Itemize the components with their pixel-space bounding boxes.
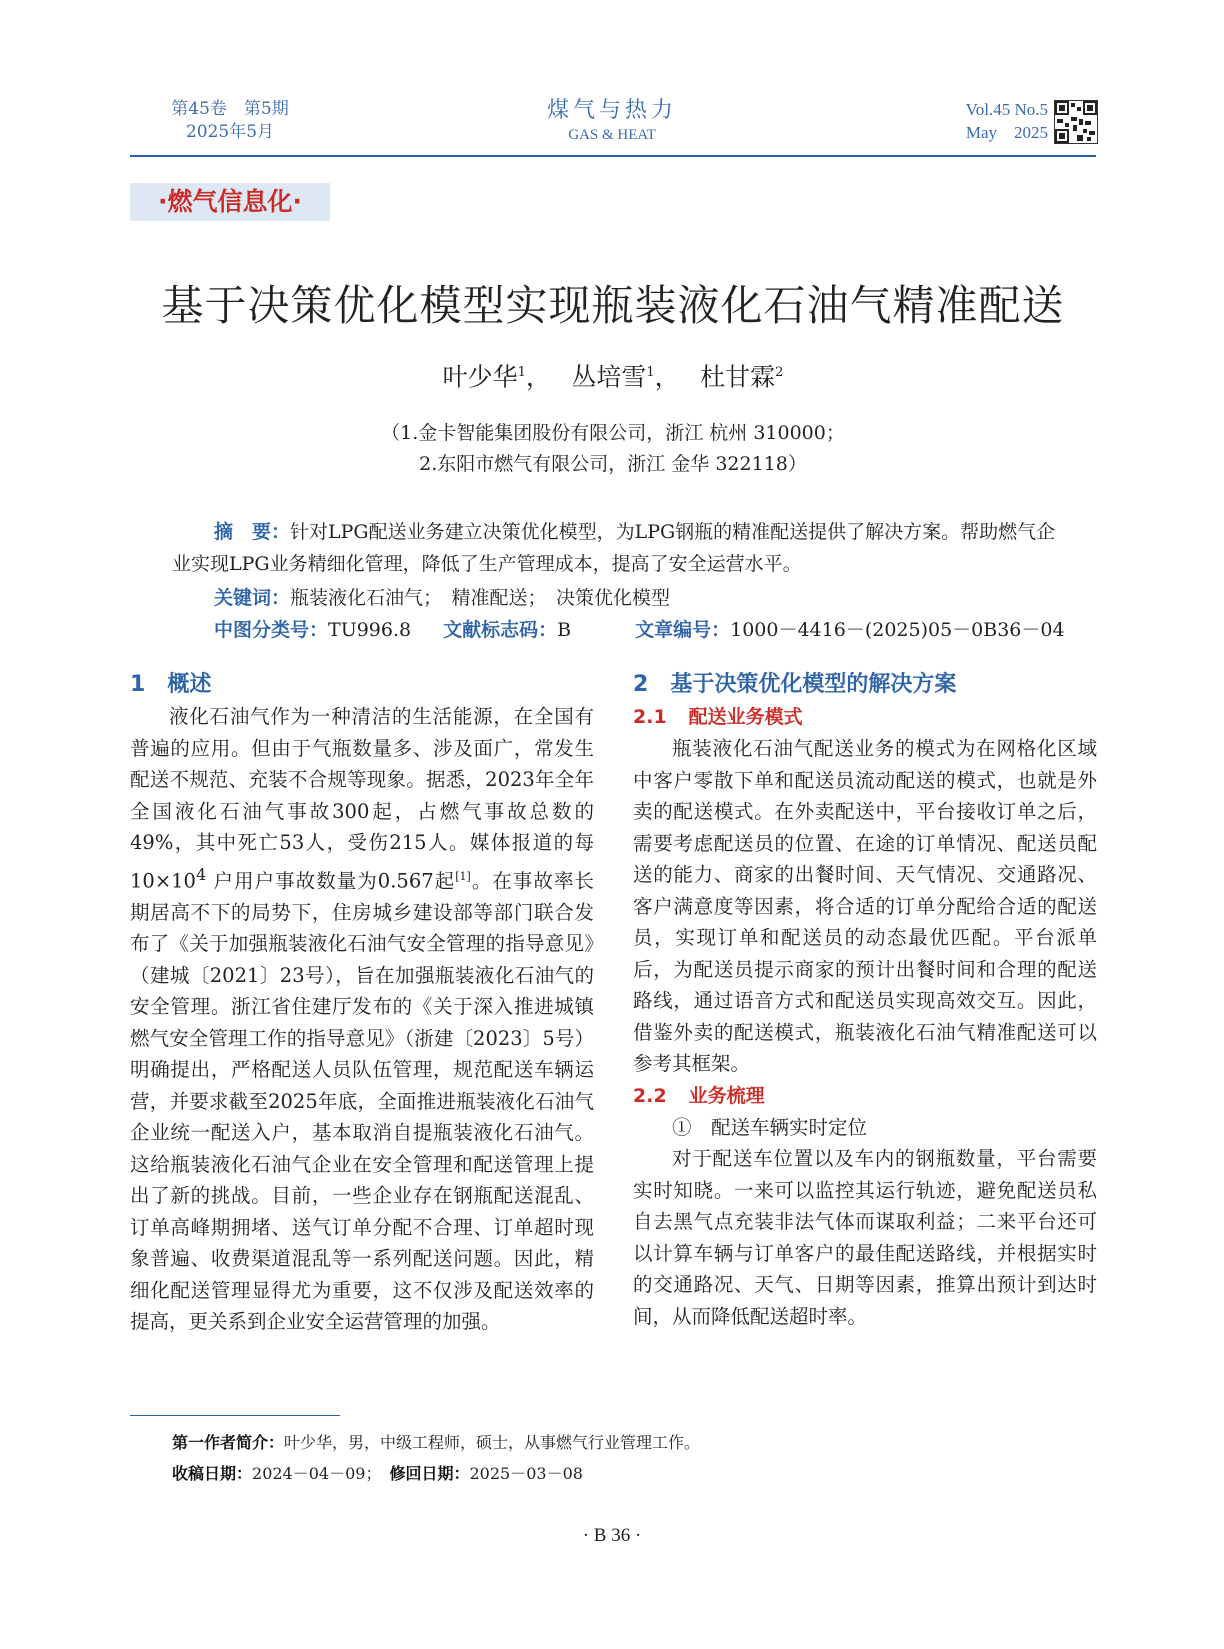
author-affil-mark: 1 xyxy=(517,365,526,380)
revised-date: 2025－03－08 xyxy=(469,1464,583,1483)
keywords xyxy=(214,582,1074,614)
citation-ref[interactable]: [1] xyxy=(455,869,471,883)
author-affil-mark: 2 xyxy=(775,365,784,380)
article-no-label: 文章编号： xyxy=(635,619,731,641)
author-name: 叶少华 xyxy=(442,362,518,392)
journal-name xyxy=(512,97,712,145)
doc-code-value: B xyxy=(557,619,572,641)
doc-code-label: 文献标志码： xyxy=(443,619,558,641)
volume-issue-cn: 第45卷 第5期 xyxy=(171,99,289,119)
affiliation-line: 2.东阳市燃气有限公司，浙江 金华 322118） xyxy=(419,453,807,475)
abstract xyxy=(172,516,1074,580)
section-1-paragraph: 液化石油气作为一种清洁的生活能源，在全国有普遍的应用。但由于气瓶数量多、涉及面广，常发生配送不规范、充装不合规等现象。据悉，2023年全年全国液化石油气事故300起，占燃气事故总数的49%，其中死亡53人，受伤215人。媒体报道的每$10\times 10^4$ 户用户事故数量为0.567起[1]。在事故率长期居高不下的局势下，住房城乡建设部等部门联合发布了《关于加强瓶装液化石油气安全管理的指导意见》（建城〔2021〕23号），旨在加强瓶装液化石油气的安全管理。浙江省住建厅发布的《关于深入推进城镇燃气安全管理工作的指导意见》（浙建〔2023〕5号）明确提出，严格配送人员队伍管理，规范配送车辆运营，并要求截至2025年底，全面推进瓶装液化石油气企业统一配送入户，基本取消自提瓶装液化石油气。这给瓶装液化石油气企业在安全管理和配送管理上提出了新的挑战。目前，一些企业存在钢瓶配送混乱、订单高峰期拥堵、送气订单分配不合理、订单超时现象普遍、收费渠道混乱等一系列配送问题。因此，精细化配送管理显得尤为重要，这不仅涉及配送效率的提高，更关系到企业安全运营管理的加强。 xyxy=(130,705,594,1333)
list-item-paragraph: 对于配送车位置以及车内的钢瓶数量，平台需要实时知晓。一来可以监控其运行轨迹，避免配送员私自去黑气点充装非法气体而谋取利益；二来平台还可以计算车辆与订单客户的最佳配送路线，并根据实时的交通路况、天气、日期等因素，推算出预计到达时间，从而降低配送超时率。 xyxy=(633,1147,1097,1328)
received-label: 收稿日期： xyxy=(172,1464,253,1483)
paper-title: 基于决策优化模型实现瓶装液化石油气精准配送 xyxy=(161,281,1065,330)
classification-line xyxy=(214,614,1094,646)
clc-label: 中图分类号： xyxy=(214,619,329,641)
abstract-label: 摘 要： xyxy=(214,521,291,543)
section-2-heading: 2 基于决策优化模型的解决方案 xyxy=(633,672,957,697)
keywords-label: 关键词： xyxy=(214,587,291,609)
author-bio-label: 第一作者简介： xyxy=(172,1433,285,1452)
author-list: 叶少华$^1$， 丛培雪$^1$， 杜甘霖$^2$ xyxy=(442,362,784,392)
affiliations xyxy=(140,418,1086,480)
abstract-text: 针对LPG配送业务建立决策优化模型，为LPG钢瓶的精准配送提供了解决方案。帮助燃气企业实现LPG业务精细化管理，降低了生产管理成本，提高了安全运营水平。 xyxy=(172,521,1056,575)
revised-label: 修回日期： xyxy=(389,1464,470,1483)
header-issue-en xyxy=(930,98,1048,144)
date-cn: 2025年5月 xyxy=(185,122,275,142)
keywords-text: 瓶装液化石油气； 精准配送； 决策优化模型 xyxy=(290,587,671,609)
section-1-heading: 1 概述 xyxy=(130,672,212,697)
section-tag: ·燃气信息化· xyxy=(130,183,330,221)
list-item-heading: ① 配送车辆实时定位 xyxy=(672,1115,868,1139)
author-bio-text: 叶少华，男，中级工程师，硕士，从事燃气行业管理工作。 xyxy=(284,1433,701,1452)
page-number: · B 36 · xyxy=(582,1525,642,1546)
journal-name-en: GAS & HEAT xyxy=(568,127,656,143)
header-issue-cn xyxy=(140,98,320,144)
clc-value: TU996.8 xyxy=(328,619,412,641)
section-2-2-heading: 2.2 业务梳理 xyxy=(633,1084,765,1107)
section-2-1-paragraph: 瓶装液化石油气配送业务的模式为在网格化区域中客户零散下单和配送员流动配送的模式，也就是外卖的配送模式。在外卖配送中，平台接收订单之后，需要考虑配送员的位置、在途的订单情况、配送员配送的能力、商家的出餐时间、天气情况、交通路况、客户满意度等因素，将合适的订单分配给合适的配送员，实现订单和配送员的动态最优匹配。平台派单后，为配送员提示商家的预计出餐时间和合理的配送路线，通过语音方式和配送员实现高效交互。因此，借鉴外卖的配送模式，瓶装液化石油气精准配送可以参考其框架。 xyxy=(633,737,1097,1075)
footnote-rule xyxy=(130,1415,340,1416)
author-affil-mark: 1 xyxy=(646,365,655,380)
received-date: 2024－04－09； xyxy=(252,1464,374,1483)
header-rule xyxy=(130,155,1096,157)
left-column xyxy=(130,669,594,1338)
dates-line xyxy=(172,1459,1072,1489)
author-bio xyxy=(172,1428,1072,1458)
article-no-value: 1000－4416－(2025)05－0B36－04 xyxy=(730,619,1065,641)
section-2-1-heading: 2.1 配送业务模式 xyxy=(633,706,803,728)
author-name: 丛培雪 xyxy=(571,362,647,392)
affiliation-line: （1.金卡智能集团股份有限公司，浙江 杭州 310000； xyxy=(381,422,845,444)
right-column xyxy=(633,669,1097,1332)
date-en: May 2025 xyxy=(965,123,1048,142)
journal-name-cn: 煤气与热力 xyxy=(546,98,677,123)
qr-code-icon xyxy=(1054,100,1098,144)
author-name: 杜甘霖 xyxy=(700,362,776,392)
volume-issue-en: Vol.45 No.5 xyxy=(965,100,1048,119)
